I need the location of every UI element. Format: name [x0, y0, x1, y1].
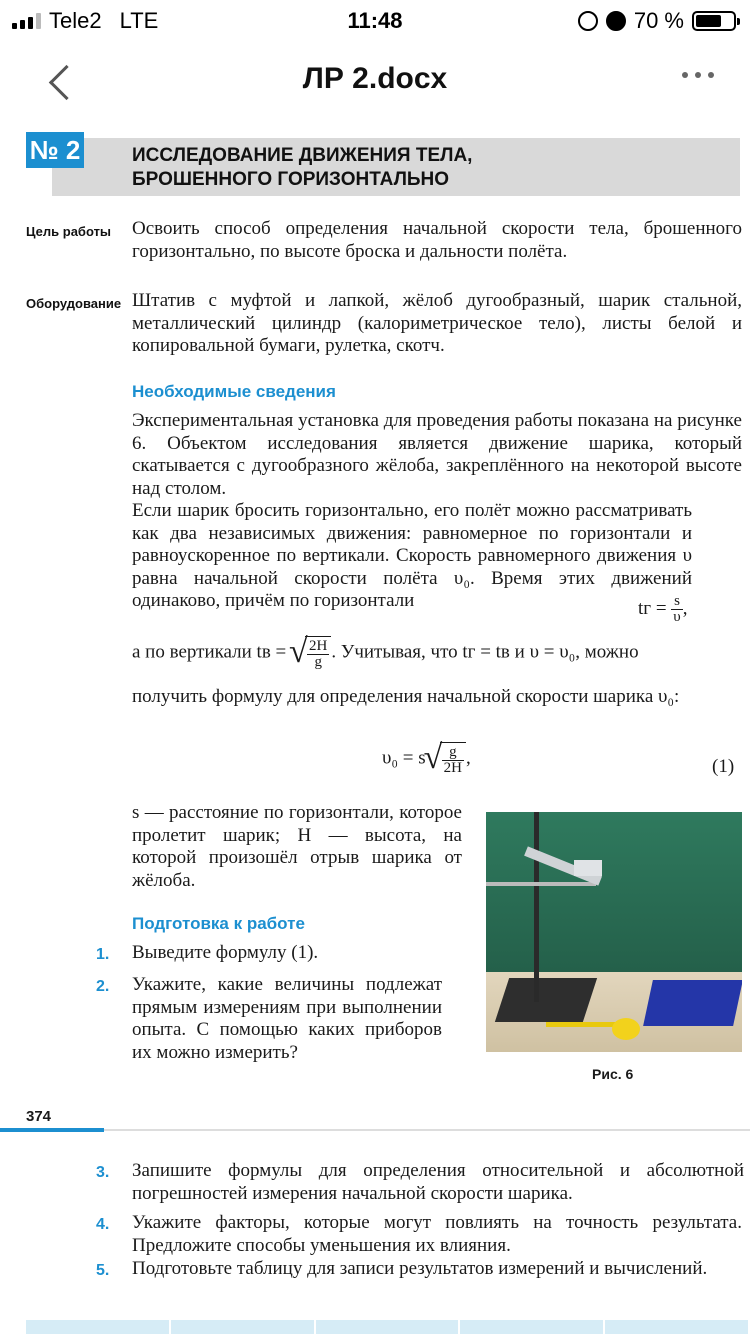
- battery-level: [696, 15, 721, 27]
- goal-label: Цель работы: [26, 224, 112, 239]
- main-formula: υ₀ = s √ $\frac{g}{2H}$ ,: [382, 742, 471, 776]
- item-3-text: Запишите формулы для определения относительной и абсолютной погрешностей измерения начальной скорости шарика.: [132, 1160, 744, 1204]
- more-options-icon[interactable]: [682, 72, 714, 78]
- s-over-v-fraction: [671, 594, 682, 625]
- network-label: LTE: [119, 8, 159, 33]
- experiment-photo: [486, 812, 742, 1052]
- clock: 11:48: [347, 8, 403, 33]
- tv-label: а по вертикали tв =: [132, 641, 287, 663]
- document-viewer[interactable]: [0, 120, 750, 1334]
- page-rule-accent: [0, 1128, 104, 1132]
- figure-caption: Рис. 6: [592, 1066, 634, 1082]
- item-4-number: 4.: [96, 1216, 110, 1233]
- tape-measure: [612, 1018, 640, 1040]
- battery-icon: [692, 11, 736, 31]
- prep-heading: Подготовка к работе: [132, 914, 305, 933]
- 2h-numerator: √ 2H: [309, 638, 328, 654]
- status-bar: [0, 0, 750, 42]
- info-paragraph-3: получить формулу для определения начальной скорости шарика υ₀:: [132, 686, 680, 707]
- tg-formula: tг = $\frac{s}{\upsilon}$ ,: [638, 593, 688, 625]
- rotation-lock-icon: [578, 11, 598, 31]
- item-4-text: Укажите факторы, которые могут повлиять на точность результата. Предложите способы уменьшения их влияния.: [132, 1212, 742, 1256]
- g-numerator: √ g: [442, 745, 464, 761]
- carrier-label: Tele2: [49, 8, 102, 33]
- sqrt-g-over-2h: [426, 742, 466, 776]
- stand-base: [495, 978, 597, 1022]
- formula-number: (1): [712, 756, 735, 777]
- v-denominator: υ: [673, 609, 681, 625]
- battery-percent: 70 %: [633, 8, 684, 33]
- lab-number-badge: № 2: [26, 132, 84, 168]
- document-title: ЛР 2.docx: [302, 62, 448, 95]
- 2h-denominator: 2H: [443, 760, 462, 776]
- carbon-paper: [643, 980, 742, 1026]
- formula-lhs: υ₀ = s: [382, 747, 426, 769]
- item-5-text: Подготовьте таблицу для записи результатов измерений и вычислений.: [132, 1258, 708, 1279]
- item-2-number: 2.: [96, 978, 110, 995]
- nav-bar: [0, 42, 750, 120]
- tg-label: tг =: [638, 597, 667, 619]
- tv-formula-line: [132, 636, 742, 670]
- status-right: [578, 8, 736, 34]
- goal-text: Освоить способ определения начальной скорости тела, брошенного горизонтально, по высоте броска и дальности полёта.: [132, 218, 742, 262]
- lab-title-line1: ИССЛЕДОВАНИЕ ДВИЖЕНИЯ ТЕЛА,: [132, 145, 473, 166]
- variable-description: s — расстояние по горизонтали, которое пролетит шарик; H — высота, на которой произошёл отрыв шарика от жёлоба.: [132, 802, 462, 891]
- alarm-icon: [606, 11, 626, 31]
- lab-title-line2: БРОШЕННОГО ГОРИЗОНТАЛЬНО: [132, 169, 450, 190]
- tv-suffix: . Учитывая, что tг = tв и υ = υ₀, можно: [331, 641, 639, 663]
- clamp-arm: [486, 882, 596, 886]
- info-paragraph-1: Экспериментальная установка для проведения работы показана на рисунке 6. Объектом исследования является движение шарика, который скатывается с дугообразного жёлоба, закреплённого на некоторой высоте над столом.: [132, 410, 742, 499]
- s-numerator: s: [671, 594, 682, 610]
- page-rule: [104, 1129, 750, 1131]
- lab-title: [132, 144, 472, 192]
- info-paragraph-2: Если шарик бросить горизонтально, его полёт можно рассматривать как два независимых движения: равномерное по горизонтали и равноускоренное по вертикали. Скорость равномерного движения υ равна начальной скорости полёта υ₀. Время этих движений одинаково, причём по горизонтали: [132, 500, 692, 611]
- item-5-number: 5.: [96, 1262, 110, 1279]
- item-1-number: 1.: [96, 946, 110, 963]
- results-table-header: [26, 1320, 750, 1334]
- g-denominator: g: [314, 654, 322, 670]
- sqrt-2h-over-g: [291, 636, 331, 670]
- equipment-text: Штатив с муфтой и лапкой, жёлоб дугообразный, шарик стальной, металлический цилиндр (калориметрическое тело), листы белой и копировальной бумаги, рулетка, скотч.: [132, 290, 742, 356]
- stand-rod: [534, 812, 539, 1002]
- page-number: 374: [26, 1108, 52, 1125]
- equipment-label: Оборудование: [26, 296, 122, 311]
- item-2-text: Укажите, какие величины подлежат прямым измерениям при выполнении опыта. С помощью каких приборов их можно измерить?: [132, 974, 442, 1063]
- info-heading: Необходимые сведения: [132, 382, 336, 401]
- item-3-number: 3.: [96, 1164, 110, 1181]
- item-1-text: Выведите формулу (1).: [132, 942, 319, 963]
